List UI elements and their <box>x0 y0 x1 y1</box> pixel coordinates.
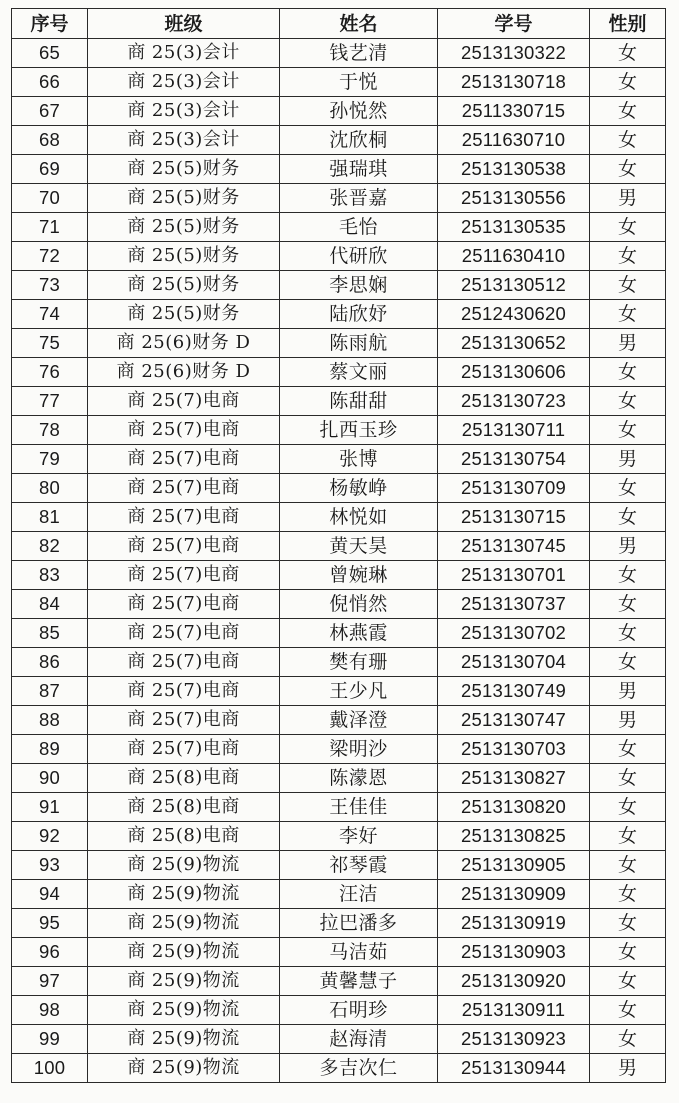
cell-no: 82 <box>12 532 88 561</box>
table-row <box>12 39 666 68</box>
cell-no: 76 <box>12 358 88 387</box>
cell-name: 代研欣 <box>280 242 438 271</box>
cell-sex: 女 <box>590 387 666 416</box>
cell-class: 商 25(3)会计 <box>88 39 280 68</box>
cell-no: 83 <box>12 561 88 590</box>
cell-sex: 女 <box>590 793 666 822</box>
cell-sex: 女 <box>590 474 666 503</box>
table-row <box>12 996 666 1025</box>
cell-sex: 女 <box>590 967 666 996</box>
cell-name: 祁琴霞 <box>280 851 438 880</box>
cell-student-id: 2513130322 <box>438 39 590 68</box>
table-row <box>12 300 666 329</box>
header-student-id: 学号 <box>438 9 590 39</box>
table-row <box>12 706 666 735</box>
cell-name: 杨敏峥 <box>280 474 438 503</box>
cell-name: 于悦 <box>280 68 438 97</box>
cell-student-id: 2512430620 <box>438 300 590 329</box>
table-row <box>12 1054 666 1083</box>
cell-no: 95 <box>12 909 88 938</box>
header-class: 班级 <box>88 9 280 39</box>
cell-no: 73 <box>12 271 88 300</box>
cell-class: 商 25(7)电商 <box>88 474 280 503</box>
cell-student-id: 2513130711 <box>438 416 590 445</box>
table-row <box>12 155 666 184</box>
cell-no: 94 <box>12 880 88 909</box>
cell-no: 89 <box>12 735 88 764</box>
cell-class: 商 25(7)电商 <box>88 619 280 648</box>
table-row <box>12 503 666 532</box>
table-row <box>12 68 666 97</box>
cell-class: 商 25(6)财务 D <box>88 358 280 387</box>
cell-no: 66 <box>12 68 88 97</box>
cell-student-id: 2513130701 <box>438 561 590 590</box>
cell-sex: 女 <box>590 358 666 387</box>
cell-no: 69 <box>12 155 88 184</box>
table-row <box>12 532 666 561</box>
cell-name: 林悦如 <box>280 503 438 532</box>
cell-no: 93 <box>12 851 88 880</box>
cell-class: 商 25(7)电商 <box>88 561 280 590</box>
cell-sex: 女 <box>590 822 666 851</box>
cell-name: 王佳佳 <box>280 793 438 822</box>
cell-no: 74 <box>12 300 88 329</box>
cell-student-id: 2513130538 <box>438 155 590 184</box>
header-name: 姓名 <box>280 9 438 39</box>
cell-student-id: 2511630710 <box>438 126 590 155</box>
cell-class: 商 25(7)电商 <box>88 532 280 561</box>
cell-sex: 女 <box>590 271 666 300</box>
table-header-row <box>12 9 666 39</box>
cell-student-id: 2513130825 <box>438 822 590 851</box>
cell-student-id: 2513130944 <box>438 1054 590 1083</box>
cell-name: 拉巴潘多 <box>280 909 438 938</box>
table-row <box>12 822 666 851</box>
cell-class: 商 25(9)物流 <box>88 1054 280 1083</box>
cell-sex: 女 <box>590 39 666 68</box>
table-row <box>12 561 666 590</box>
cell-sex: 男 <box>590 706 666 735</box>
cell-student-id: 2511330715 <box>438 97 590 126</box>
table-row <box>12 967 666 996</box>
cell-no: 81 <box>12 503 88 532</box>
cell-class: 商 25(5)财务 <box>88 242 280 271</box>
cell-name: 蔡文丽 <box>280 358 438 387</box>
cell-name: 钱艺清 <box>280 39 438 68</box>
cell-name: 强瑞琪 <box>280 155 438 184</box>
table-row <box>12 445 666 474</box>
cell-student-id: 2513130606 <box>438 358 590 387</box>
cell-no: 65 <box>12 39 88 68</box>
table-row <box>12 764 666 793</box>
cell-student-id: 2513130920 <box>438 967 590 996</box>
cell-class: 商 25(8)电商 <box>88 822 280 851</box>
cell-no: 75 <box>12 329 88 358</box>
table-row <box>12 938 666 967</box>
cell-sex: 女 <box>590 503 666 532</box>
cell-student-id: 2513130749 <box>438 677 590 706</box>
table-row <box>12 387 666 416</box>
cell-class: 商 25(7)电商 <box>88 677 280 706</box>
cell-student-id: 2513130723 <box>438 387 590 416</box>
cell-student-id: 2513130512 <box>438 271 590 300</box>
cell-class: 商 25(3)会计 <box>88 97 280 126</box>
table-row <box>12 1025 666 1054</box>
cell-class: 商 25(7)电商 <box>88 416 280 445</box>
cell-sex: 女 <box>590 416 666 445</box>
cell-class: 商 25(9)物流 <box>88 880 280 909</box>
table-row <box>12 677 666 706</box>
cell-sex: 女 <box>590 996 666 1025</box>
cell-class: 商 25(8)电商 <box>88 764 280 793</box>
cell-no: 84 <box>12 590 88 619</box>
cell-no: 90 <box>12 764 88 793</box>
cell-name: 曾婉琳 <box>280 561 438 590</box>
cell-name: 李思娴 <box>280 271 438 300</box>
cell-sex: 女 <box>590 619 666 648</box>
cell-student-id: 2513130827 <box>438 764 590 793</box>
cell-no: 87 <box>12 677 88 706</box>
cell-student-id: 2513130745 <box>438 532 590 561</box>
cell-no: 67 <box>12 97 88 126</box>
table-row <box>12 416 666 445</box>
cell-class: 商 25(5)财务 <box>88 155 280 184</box>
cell-student-id: 2513130703 <box>438 735 590 764</box>
table-row <box>12 271 666 300</box>
cell-class: 商 25(6)财务 D <box>88 329 280 358</box>
cell-class: 商 25(9)物流 <box>88 851 280 880</box>
cell-no: 91 <box>12 793 88 822</box>
cell-name: 戴泽澄 <box>280 706 438 735</box>
table-row <box>12 474 666 503</box>
cell-sex: 女 <box>590 851 666 880</box>
cell-name: 樊有珊 <box>280 648 438 677</box>
cell-student-id: 2513130556 <box>438 184 590 213</box>
cell-sex: 男 <box>590 184 666 213</box>
cell-sex: 男 <box>590 677 666 706</box>
cell-no: 99 <box>12 1025 88 1054</box>
cell-no: 85 <box>12 619 88 648</box>
cell-sex: 女 <box>590 1025 666 1054</box>
cell-student-id: 2513130747 <box>438 706 590 735</box>
cell-no: 72 <box>12 242 88 271</box>
cell-class: 商 25(7)电商 <box>88 590 280 619</box>
cell-no: 80 <box>12 474 88 503</box>
table-body <box>12 39 666 1083</box>
cell-student-id: 2513130909 <box>438 880 590 909</box>
cell-name: 多吉次仁 <box>280 1054 438 1083</box>
cell-name: 沈欣桐 <box>280 126 438 155</box>
cell-sex: 女 <box>590 648 666 677</box>
cell-sex: 女 <box>590 590 666 619</box>
cell-no: 78 <box>12 416 88 445</box>
cell-name: 李好 <box>280 822 438 851</box>
cell-name: 汪洁 <box>280 880 438 909</box>
cell-name: 陈濛恩 <box>280 764 438 793</box>
cell-name: 倪悄然 <box>280 590 438 619</box>
cell-student-id: 2513130911 <box>438 996 590 1025</box>
cell-sex: 女 <box>590 242 666 271</box>
cell-class: 商 25(7)电商 <box>88 445 280 474</box>
table-row <box>12 880 666 909</box>
cell-class: 商 25(9)物流 <box>88 967 280 996</box>
cell-sex: 男 <box>590 329 666 358</box>
cell-no: 92 <box>12 822 88 851</box>
cell-no: 71 <box>12 213 88 242</box>
cell-student-id: 2513130905 <box>438 851 590 880</box>
cell-student-id: 2513130709 <box>438 474 590 503</box>
cell-name: 毛怡 <box>280 213 438 242</box>
cell-sex: 女 <box>590 155 666 184</box>
cell-student-id: 2513130919 <box>438 909 590 938</box>
cell-class: 商 25(9)物流 <box>88 996 280 1025</box>
cell-name: 孙悦然 <box>280 97 438 126</box>
cell-sex: 女 <box>590 764 666 793</box>
cell-student-id: 2513130820 <box>438 793 590 822</box>
cell-student-id: 2513130754 <box>438 445 590 474</box>
cell-no: 68 <box>12 126 88 155</box>
header-no: 序号 <box>12 9 88 39</box>
cell-sex: 女 <box>590 126 666 155</box>
cell-sex: 男 <box>590 445 666 474</box>
cell-student-id: 2513130652 <box>438 329 590 358</box>
cell-student-id: 2513130923 <box>438 1025 590 1054</box>
cell-class: 商 25(9)物流 <box>88 938 280 967</box>
cell-sex: 女 <box>590 213 666 242</box>
table-row <box>12 213 666 242</box>
cell-student-id: 2513130737 <box>438 590 590 619</box>
cell-class: 商 25(7)电商 <box>88 387 280 416</box>
cell-sex: 女 <box>590 300 666 329</box>
cell-class: 商 25(7)电商 <box>88 735 280 764</box>
table-row <box>12 242 666 271</box>
cell-no: 79 <box>12 445 88 474</box>
cell-student-id: 2513130903 <box>438 938 590 967</box>
cell-class: 商 25(5)财务 <box>88 213 280 242</box>
cell-name: 张晋嘉 <box>280 184 438 213</box>
cell-student-id: 2511630410 <box>438 242 590 271</box>
cell-name: 石明珍 <box>280 996 438 1025</box>
cell-sex: 女 <box>590 880 666 909</box>
table-row <box>12 97 666 126</box>
table-row <box>12 648 666 677</box>
table-row <box>12 619 666 648</box>
table-row <box>12 793 666 822</box>
cell-sex: 女 <box>590 735 666 764</box>
cell-name: 王少凡 <box>280 677 438 706</box>
cell-name: 林燕霞 <box>280 619 438 648</box>
cell-class: 商 25(7)电商 <box>88 503 280 532</box>
cell-sex: 男 <box>590 1054 666 1083</box>
header-sex: 性别 <box>590 9 666 39</box>
cell-class: 商 25(8)电商 <box>88 793 280 822</box>
table-row <box>12 329 666 358</box>
cell-class: 商 25(3)会计 <box>88 126 280 155</box>
student-roster-table <box>11 8 666 1083</box>
cell-name: 张博 <box>280 445 438 474</box>
cell-student-id: 2513130704 <box>438 648 590 677</box>
table-row <box>12 126 666 155</box>
cell-sex: 女 <box>590 909 666 938</box>
cell-class: 商 25(5)财务 <box>88 300 280 329</box>
cell-sex: 女 <box>590 561 666 590</box>
cell-class: 商 25(5)财务 <box>88 184 280 213</box>
cell-name: 陆欣妤 <box>280 300 438 329</box>
cell-student-id: 2513130718 <box>438 68 590 97</box>
cell-name: 黄天昊 <box>280 532 438 561</box>
cell-sex: 女 <box>590 68 666 97</box>
table-row <box>12 184 666 213</box>
cell-student-id: 2513130535 <box>438 213 590 242</box>
table-row <box>12 358 666 387</box>
cell-name: 马洁茹 <box>280 938 438 967</box>
cell-class: 商 25(9)物流 <box>88 1025 280 1054</box>
cell-no: 98 <box>12 996 88 1025</box>
cell-sex: 男 <box>590 532 666 561</box>
cell-sex: 女 <box>590 938 666 967</box>
cell-no: 70 <box>12 184 88 213</box>
cell-name: 陈甜甜 <box>280 387 438 416</box>
cell-sex: 女 <box>590 97 666 126</box>
cell-name: 扎西玉珍 <box>280 416 438 445</box>
cell-name: 黄馨慧子 <box>280 967 438 996</box>
table-row <box>12 851 666 880</box>
cell-name: 梁明沙 <box>280 735 438 764</box>
cell-class: 商 25(9)物流 <box>88 909 280 938</box>
table-row <box>12 590 666 619</box>
cell-student-id: 2513130715 <box>438 503 590 532</box>
cell-class: 商 25(7)电商 <box>88 706 280 735</box>
cell-no: 77 <box>12 387 88 416</box>
cell-class: 商 25(7)电商 <box>88 648 280 677</box>
cell-no: 100 <box>12 1054 88 1083</box>
cell-no: 97 <box>12 967 88 996</box>
table-row <box>12 735 666 764</box>
cell-no: 88 <box>12 706 88 735</box>
cell-class: 商 25(5)财务 <box>88 271 280 300</box>
cell-no: 86 <box>12 648 88 677</box>
cell-name: 陈雨航 <box>280 329 438 358</box>
cell-no: 96 <box>12 938 88 967</box>
cell-name: 赵海清 <box>280 1025 438 1054</box>
table-row <box>12 909 666 938</box>
cell-class: 商 25(3)会计 <box>88 68 280 97</box>
cell-student-id: 2513130702 <box>438 619 590 648</box>
